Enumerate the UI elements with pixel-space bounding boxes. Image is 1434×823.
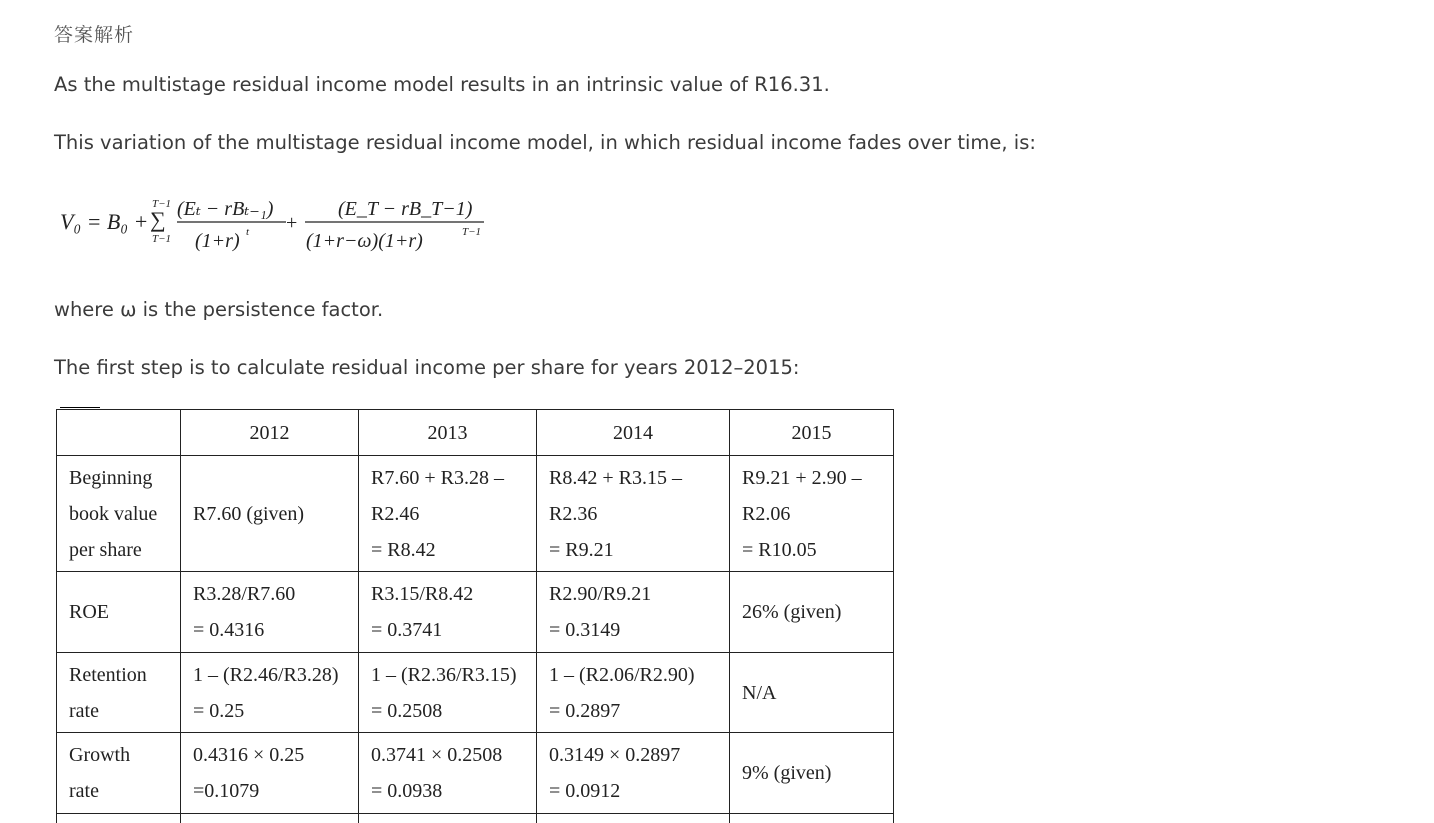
cell-2013: R7.60 + R3.28 – R2.46 = R8.42 (359, 456, 537, 572)
row-label (57, 814, 181, 823)
header-cell-2013: 2013 (359, 410, 537, 456)
header-cell-2015: 2015 (730, 410, 894, 456)
row-label: Growth rate (57, 733, 181, 814)
formula-term2-numerator: (E_T − rB_T−1) (338, 198, 473, 220)
cell-2012: 0.4316 × 0.25 =0.1079 (181, 733, 359, 814)
formula-sum-upper: T−1 (152, 198, 172, 210)
formula-plus: + (286, 212, 298, 234)
cell-2013 (359, 814, 537, 823)
persistence-factor-note: where ω is the persistence factor. (54, 298, 384, 321)
formula-term1-denominator: (1+r) (195, 230, 240, 252)
model-variation-statement: This variation of the multistage residual income model, in which residual income fades over time, is: (54, 131, 1036, 154)
cell-2013: 0.3741 × 0.2508 = 0.0938 (359, 733, 537, 814)
row-label: ROE (57, 572, 181, 653)
cell-2014: R2.90/R9.21 = 0.3149 (537, 572, 730, 653)
cell-2012: R3.28/R7.60 = 0.4316 (181, 572, 359, 653)
table-row-cutoff (57, 814, 894, 823)
cell-2015: R9.21 + 2.90 – R2.06 = R10.05 (730, 456, 894, 572)
cell-2015 (730, 814, 894, 823)
cell-2014: 1 – (R2.06/R2.90) = 0.2897 (537, 653, 730, 733)
table-row-growth-rate (57, 733, 894, 814)
cell-2015: 9% (given) (730, 733, 894, 814)
formula-term2-exponent: T−1 (462, 226, 482, 238)
table-row-book-value (57, 456, 894, 572)
table-top-tick (60, 407, 100, 408)
cell-2012: 1 – (R2.46/R3.28) = 0.25 (181, 653, 359, 733)
formula-sum-lower: T−1 (152, 233, 172, 245)
formula-term1-exponent: t (246, 226, 250, 238)
section-heading: 答案解析 (54, 24, 135, 46)
cell-2014: R8.42 + R3.15 – R2.36 = R9.21 (537, 456, 730, 572)
cell-2015: N/A (730, 653, 894, 733)
cell-2014: 0.3149 × 0.2897 = 0.0912 (537, 733, 730, 814)
row-label: Beginning book value per share (57, 456, 181, 572)
cell-2013: R3.15/R8.42 = 0.3741 (359, 572, 537, 653)
cell-2013: 1 – (R2.36/R3.15) = 0.2508 (359, 653, 537, 733)
intrinsic-value-statement: As the multistage residual income model results in an intrinsic value of R16.31. (54, 73, 830, 96)
cell-2012: R7.60 (given) (181, 456, 359, 572)
sigma-icon: ∑ (150, 207, 166, 232)
table-row-retention-rate (57, 653, 894, 733)
table-header-row (57, 410, 894, 456)
row-label: Retention rate (57, 653, 181, 733)
formula-term2-denominator: (1+r−ω)(1+r) (306, 230, 423, 252)
residual-income-table (56, 409, 894, 823)
residual-income-formula (60, 185, 500, 265)
first-step-statement: The first step is to calculate residual income per share for years 2012–2015: (54, 356, 800, 379)
header-cell-2014: 2014 (537, 410, 730, 456)
header-cell-2012: 2012 (181, 410, 359, 456)
formula-term1-numerator: (Eₜ − rBₜ₋₁) (177, 198, 274, 220)
cell-2014 (537, 814, 730, 823)
cell-2015: 26% (given) (730, 572, 894, 653)
residual-income-table-wrapper (56, 409, 894, 823)
formula-lhs: V₀ = B₀ + (60, 209, 149, 234)
table-row-roe (57, 572, 894, 653)
header-cell-blank (57, 410, 181, 456)
cell-2012 (181, 814, 359, 823)
